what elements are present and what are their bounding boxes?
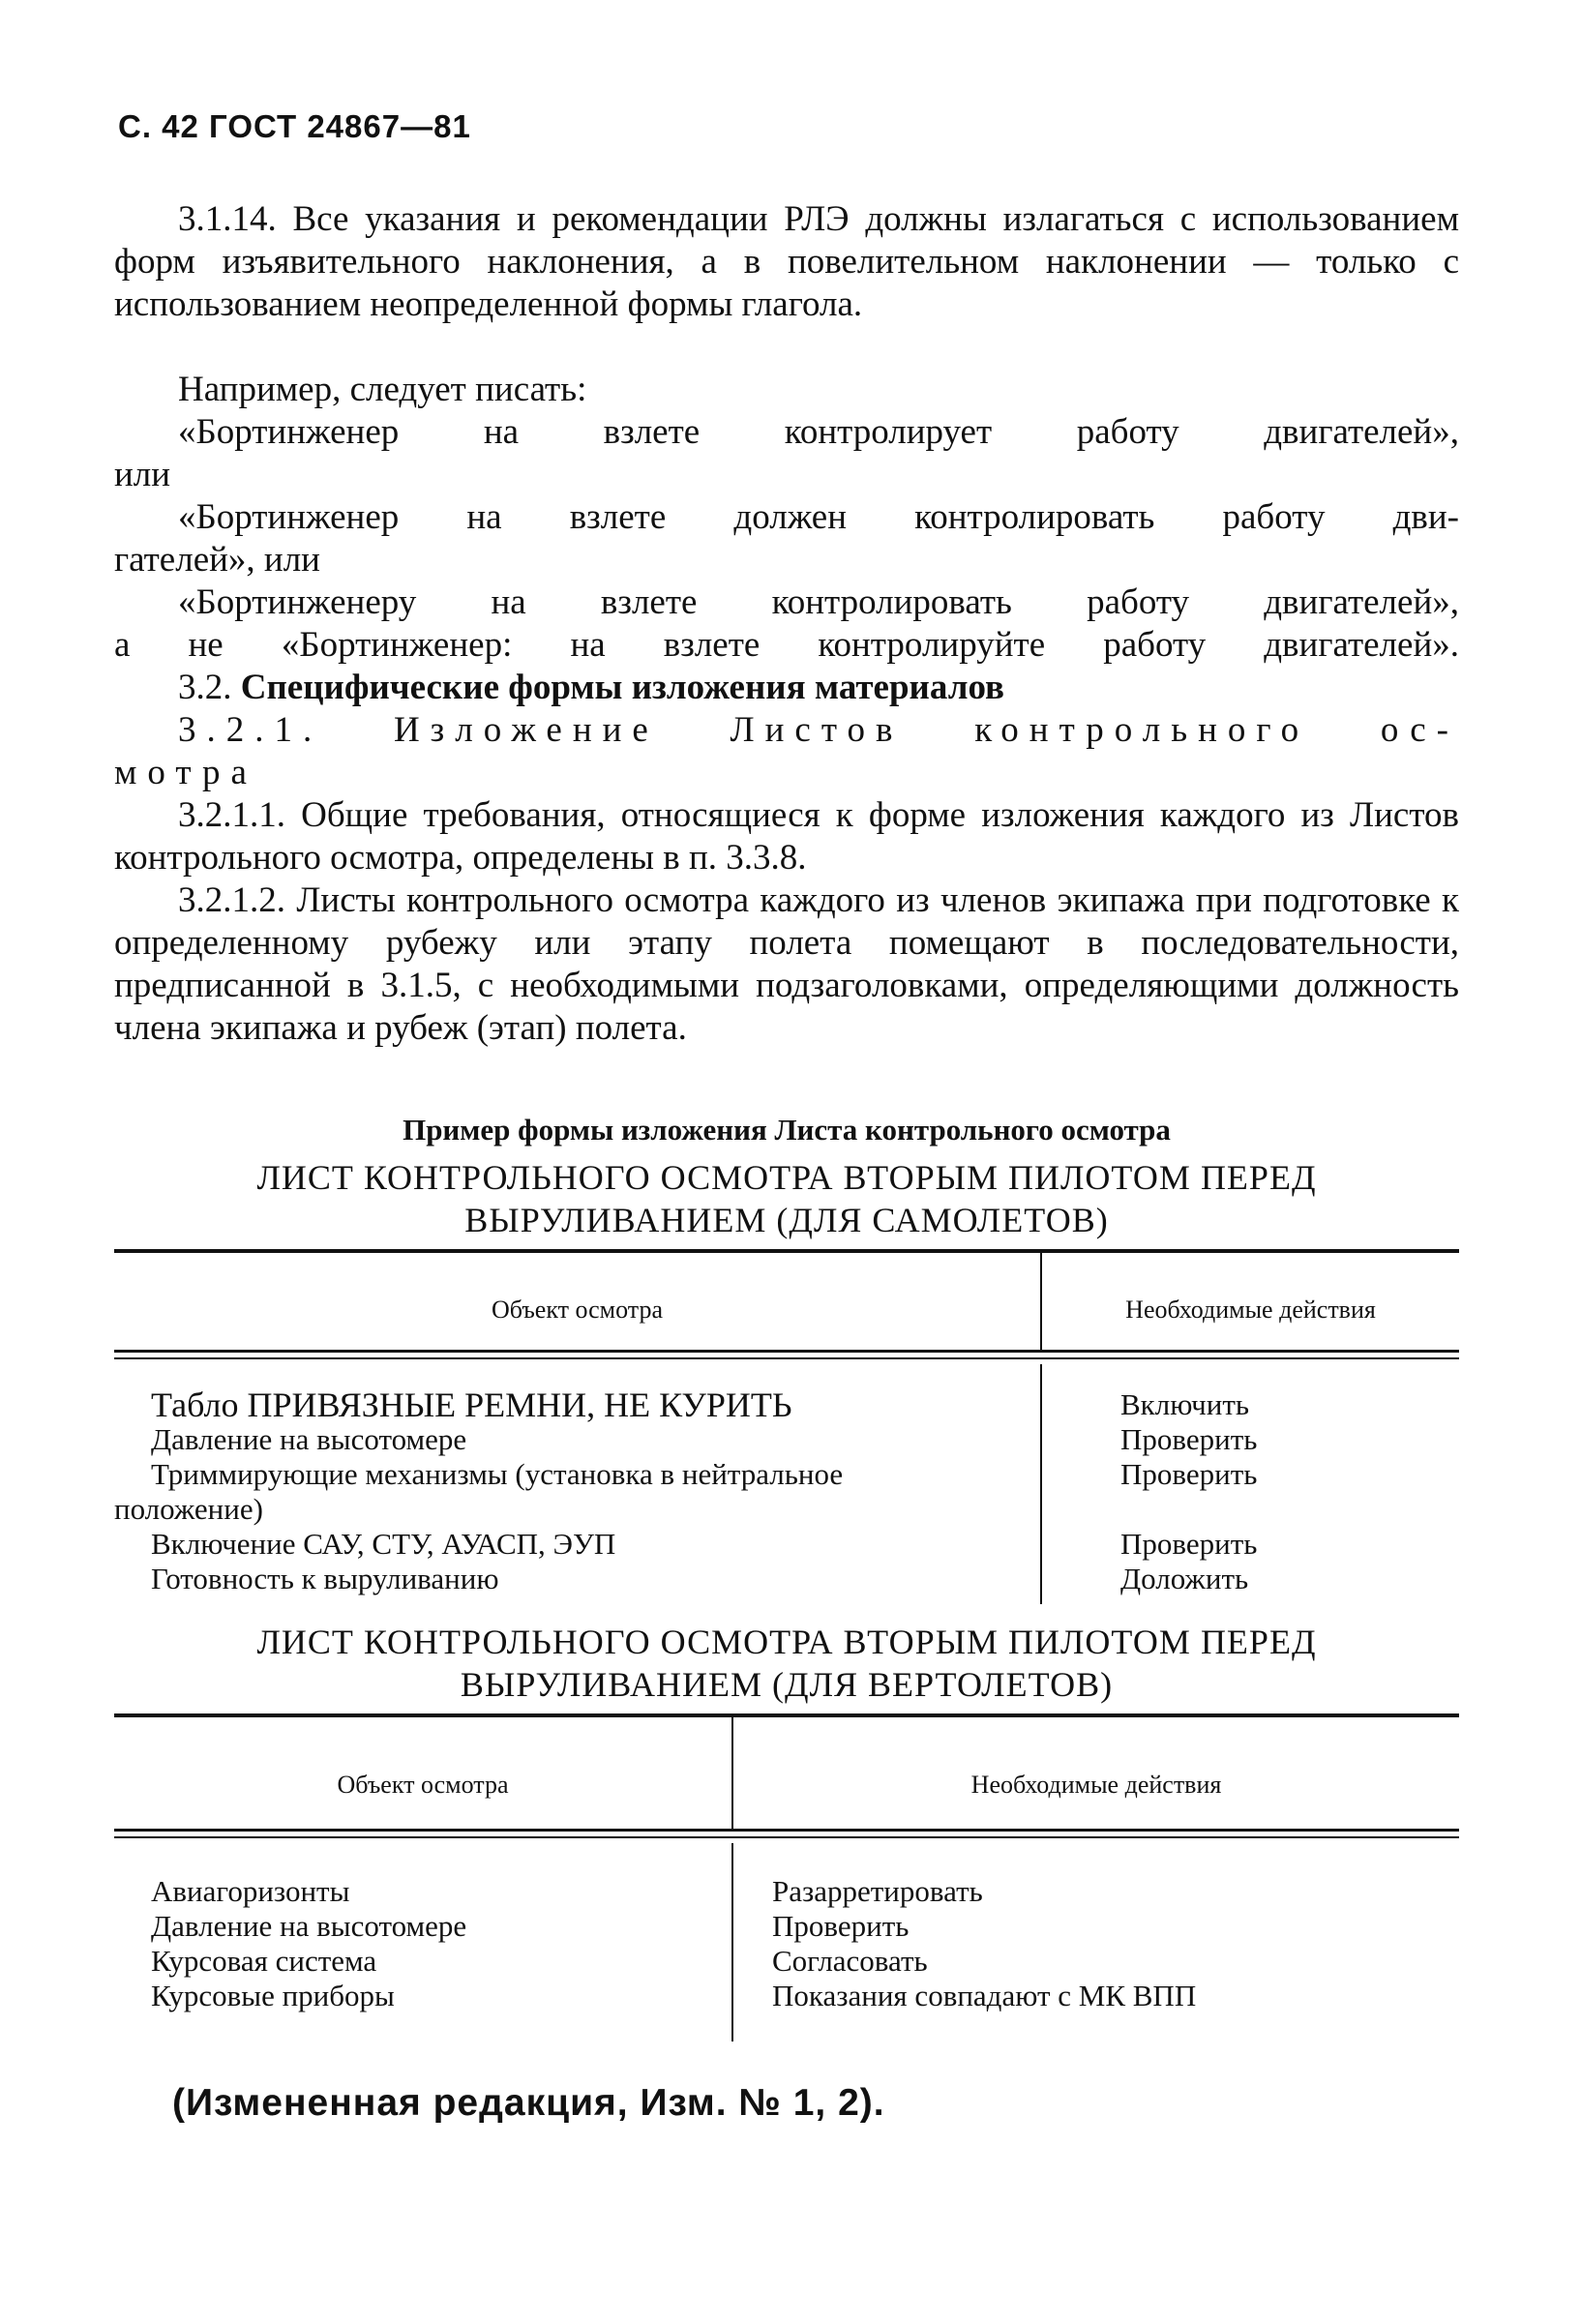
paragraph-3-1-14: 3.1.14. Все указания и рекомендации РЛЭ должны излагаться с использованием форм изъявительного наклонения, а в повелительном наклонении — только с использованием неопределенной формы глагола.	[114, 199, 1459, 324]
table2-row-2-object: Давление на высотомере	[151, 1909, 467, 1943]
section-3-2-1-line-2: мотра	[114, 753, 257, 792]
table1-row-3-action: Проверить	[1120, 1457, 1258, 1491]
table1-col1-header: Объект осмотра	[491, 1296, 663, 1324]
table1-header-rule-2	[114, 1357, 1459, 1359]
section-3-2-title: Специфические формы изложения материалов	[240, 668, 1005, 707]
table2-top-rule	[114, 1713, 1459, 1717]
table2-col1	[151, 1874, 722, 2013]
table1-title-line-1: ЛИСТ КОНТРОЛЬНОГО ОСМОТРА ВТОРЫМ ПИЛОТОМ ПЕРЕД	[256, 1158, 1317, 1197]
table2-title-line-1: ЛИСТ КОНТРОЛЬНОГО ОСМОТРА ВТОРЫМ ПИЛОТОМ ПЕРЕД	[256, 1623, 1317, 1661]
table1-col2-header: Необходимые действия	[1125, 1296, 1376, 1324]
table2-row-2-action: Проверить	[772, 1909, 910, 1943]
page-header: С. 42 ГОСТ 24867—81	[118, 108, 471, 144]
table1-body-divider	[1040, 1364, 1042, 1604]
paragraph-3-2-1-1: 3.2.1.1. Общие требования, относящиеся к форме изложения каждого из Листов контрольного осмотра, определены в п. 3.3.8.	[114, 795, 1459, 878]
example-3-line-1: «Бортинженеру на взлете контролировать работу двигателей»,	[178, 582, 1459, 622]
table2-col1-header: Объект осмотра	[337, 1771, 509, 1799]
paragraph-3-2-1-2: 3.2.1.2. Листы контрольного осмотра каждого из членов экипажа при подготовке к определенному рубежу или этапу полета помещают в последовательности, предписанной в 3.1.5, с необходимыми подзаголовками, определяющими должность члена экипажа и рубеж (этап) полета.	[114, 880, 1459, 1048]
table2-title-line-2: ВЫРУЛИВАНИЕМ (ДЛЯ ВЕРТОЛЕТОВ)	[460, 1665, 1114, 1704]
table2-row-1-action: Разарретировать	[772, 1874, 983, 1908]
table1-top-rule	[114, 1249, 1459, 1253]
revision-note: (Измененная редакция, Изм. № 1, 2).	[172, 2082, 885, 2124]
table2-header-rule-1	[114, 1829, 1459, 1832]
example-2-line-1: «Бортинженер на взлете должен контролировать работу дви-	[178, 497, 1459, 537]
table1-title-line-2: ВЫРУЛИВАНИЕМ (ДЛЯ САМОЛЕТОВ)	[464, 1201, 1109, 1239]
table2-col2	[772, 1874, 1449, 2013]
section-3-2-number: 3.2.	[178, 668, 232, 707]
example-caption: Пример формы изложения Листа контрольного осмотра	[403, 1113, 1171, 1147]
table1-row-6-action: Доложить	[1120, 1562, 1249, 1595]
table1-header-rule-1	[114, 1350, 1459, 1353]
section-3-2-heading	[178, 667, 1004, 709]
example-2-line-2: гателей», или	[114, 540, 320, 580]
table2-row-1-object: Авиагоризонты	[151, 1874, 350, 1908]
table2-row-4-object: Курсовые приборы	[151, 1979, 395, 2012]
example-1-line-2: или	[114, 455, 171, 494]
table2-row-4-action: Показания совпадают с МК ВПП	[772, 1979, 1197, 2012]
table2-col2-header: Необходимые действия	[970, 1771, 1222, 1799]
table2-row-3-object: Курсовая система	[151, 1944, 377, 1978]
table1-row-6-object: Готовность к выруливанию	[151, 1562, 499, 1595]
table1-row-4-action	[1120, 1492, 1449, 1527]
example-intro: Например, следует писать:	[178, 370, 587, 409]
table1-row-5-action: Проверить	[1120, 1527, 1258, 1561]
table1-row-1-object: Табло ПРИВЯЗНЫЕ РЕМНИ, НЕ КУРИТЬ	[151, 1385, 792, 1424]
table1-col1	[114, 1385, 1027, 1596]
section-3-2-1-line-1: 3.2.1. Изложение Листов контрольного ос-	[178, 710, 1459, 750]
example-1-line-1: «Бортинженер на взлете контролирует работу двигателей»,	[178, 412, 1459, 452]
table1-row-5-object: Включение САУ, СТУ, АУАСП, ЭУП	[151, 1527, 616, 1561]
table2-header-rule-2	[114, 1836, 1459, 1838]
example-3-line-2: а не «Бортинженер: на взлете контролируйте работу двигателей».	[114, 625, 1459, 665]
table1-row-2-object: Давление на высотомере	[151, 1422, 467, 1456]
table1-row-1-action: Включить	[1120, 1387, 1250, 1421]
table2-row-3-action: Согласовать	[772, 1944, 928, 1978]
table1-row-3-object: Триммирующие механизмы (установка в нейтральное	[151, 1457, 844, 1491]
table1-col2	[1120, 1387, 1449, 1596]
table2-body-divider	[731, 1843, 733, 2041]
table1-row-4-object: положение)	[114, 1492, 263, 1526]
table1-row-2-action: Проверить	[1120, 1422, 1258, 1456]
